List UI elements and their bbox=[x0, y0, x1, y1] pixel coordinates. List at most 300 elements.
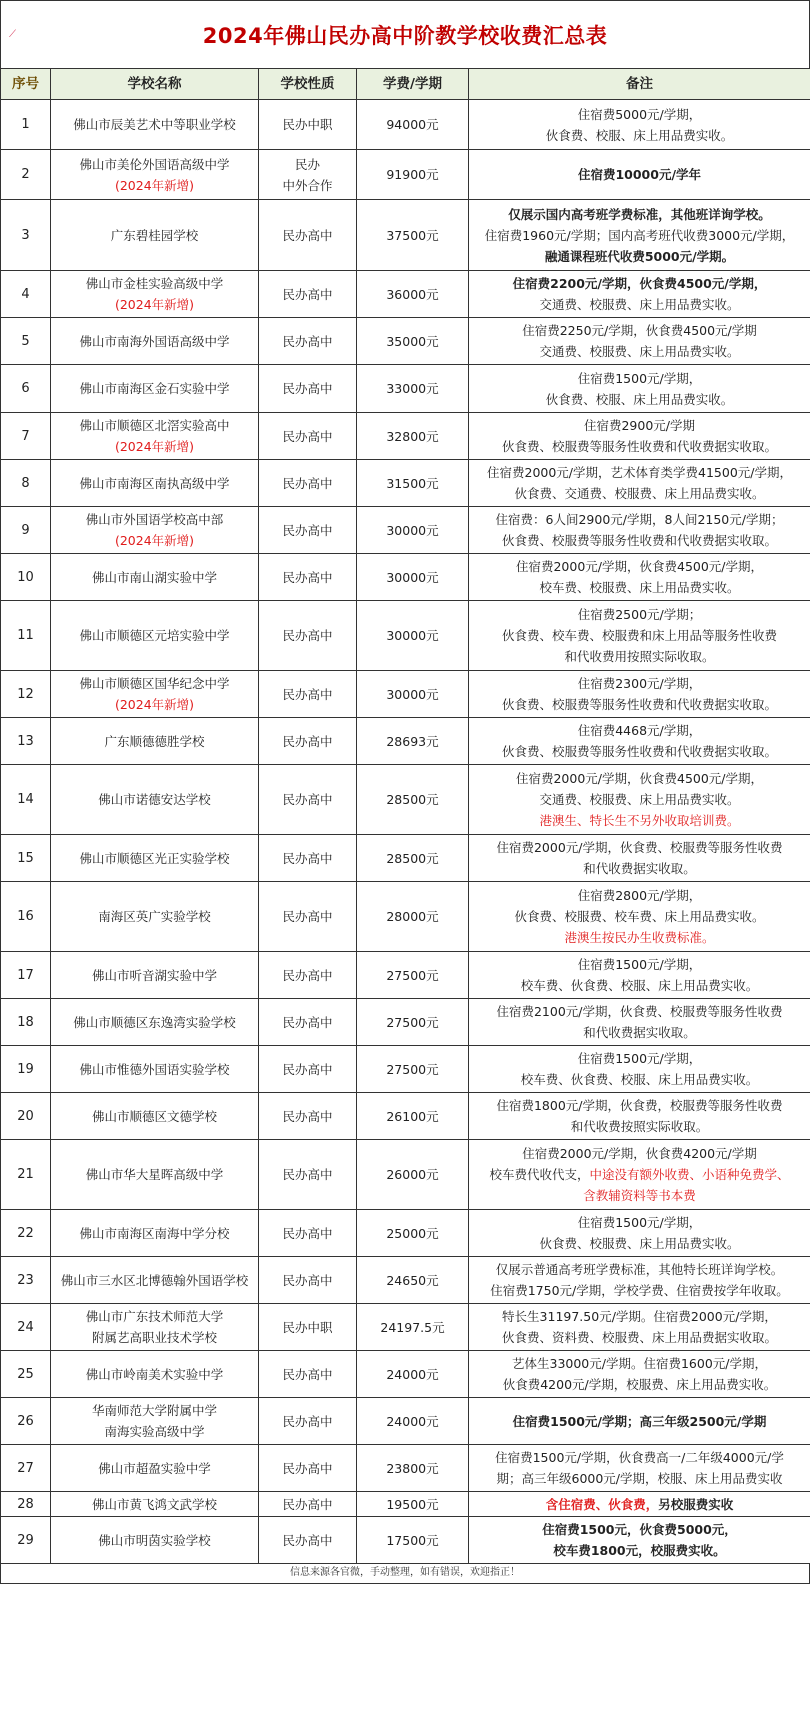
school-name: 佛山市黄飞鸿文武学校 bbox=[91, 1496, 217, 1512]
row-number: 8 bbox=[1, 460, 51, 507]
table-row bbox=[1, 1140, 810, 1210]
school-name-cell bbox=[51, 1257, 259, 1304]
school-type: 中外合作 bbox=[282, 177, 333, 193]
school-name-cell bbox=[51, 413, 259, 460]
school-name: 佛山市顺德区光正实验学校 bbox=[79, 850, 230, 866]
row-number: 22 bbox=[1, 1210, 51, 1257]
tuition-cell: 27500元 bbox=[357, 952, 469, 999]
school-name: 佛山市外国语学校高中部 bbox=[85, 512, 224, 527]
row-number: 11 bbox=[1, 601, 51, 671]
row-number: 24 bbox=[1, 1304, 51, 1351]
table-row bbox=[1, 271, 810, 318]
school-type: 民办高中 bbox=[282, 1225, 333, 1241]
remarks-cell bbox=[469, 1445, 810, 1492]
remark-line: 住宿费2800元/学期， bbox=[577, 888, 702, 903]
tuition-cell: 27500元 bbox=[357, 1046, 469, 1093]
tuition-cell: 24000元 bbox=[357, 1351, 469, 1398]
table-row bbox=[1, 1093, 810, 1140]
school-name-cell bbox=[51, 507, 259, 554]
school-name-cell bbox=[51, 765, 259, 835]
school-name: 南海区英广实验学校 bbox=[98, 909, 211, 924]
table-row bbox=[1, 765, 810, 835]
remark-line: 住宿费2900元/学期 bbox=[583, 418, 696, 433]
tuition-cell: 30000元 bbox=[357, 507, 469, 554]
school-name: 佛山市辰美艺术中等职业学校 bbox=[73, 117, 236, 132]
remark-line: 伙食费4200元/学期，校服费、床上用品费实收。 bbox=[502, 1377, 777, 1392]
remark-line: 特长生31197.50元/学期。住宿费2000元/学期， bbox=[502, 1309, 777, 1324]
remarks-cell bbox=[469, 765, 810, 835]
school-type: 民办高中 bbox=[282, 850, 333, 866]
school-type-cell bbox=[259, 1140, 357, 1210]
school-type-cell bbox=[259, 1351, 357, 1398]
school-type: 民办高中 bbox=[282, 967, 333, 983]
school-name-cell bbox=[51, 150, 259, 200]
school-type-cell bbox=[259, 882, 357, 952]
new-badge: (2024年新增) bbox=[114, 177, 195, 193]
school-name: 佛山市惟德外国语实验学校 bbox=[79, 1061, 230, 1077]
tuition-cell: 26000元 bbox=[357, 1140, 469, 1210]
school-type: 民办高中 bbox=[282, 1532, 333, 1548]
remark-line: 校车费1800元，校服费实收。 bbox=[553, 1543, 726, 1558]
table-row bbox=[1, 554, 810, 601]
school-name: 佛山市超盈实验中学 bbox=[98, 1460, 211, 1476]
school-name-cell bbox=[51, 100, 259, 150]
school-type-cell bbox=[259, 271, 357, 318]
remark-line: 住宿费2000元/学期，伙食费4200元/学期 bbox=[522, 1146, 757, 1161]
school-name: 佛山市顺德区元培实验中学 bbox=[79, 628, 230, 643]
remarks-cell bbox=[469, 413, 810, 460]
remark-line: 交通费、校服费、床上用品费实收。 bbox=[539, 792, 740, 807]
school-type: 民办高中 bbox=[282, 1496, 333, 1512]
row-number: 6 bbox=[1, 365, 51, 413]
school-type-cell bbox=[259, 671, 357, 718]
school-type: 民办高中 bbox=[282, 381, 333, 396]
row-number: 2 bbox=[1, 150, 51, 200]
row-number: 14 bbox=[1, 765, 51, 835]
school-type: 民办高中 bbox=[282, 909, 333, 924]
table-row bbox=[1, 835, 810, 882]
remark-segment: 校车费代收代支， bbox=[489, 1167, 590, 1182]
remark-line: 住宿费：6人间2900元/学期，8人间2150元/学期； bbox=[495, 512, 784, 527]
remarks-cell bbox=[469, 601, 810, 671]
school-name-cell bbox=[51, 1445, 259, 1492]
school-name: 广东碧桂园学校 bbox=[110, 227, 199, 243]
row-number: 4 bbox=[1, 271, 51, 318]
table-row bbox=[1, 200, 810, 271]
school-type-cell bbox=[259, 1257, 357, 1304]
row-number: 23 bbox=[1, 1257, 51, 1304]
remark-line: 住宿费2500元/学期； bbox=[577, 607, 702, 622]
school-type-cell bbox=[259, 835, 357, 882]
remarks-cell bbox=[469, 835, 810, 882]
school-type-cell bbox=[259, 1304, 357, 1351]
school-name-cell bbox=[51, 1492, 259, 1517]
table-row bbox=[1, 671, 810, 718]
school-type: 民办高中 bbox=[282, 686, 333, 702]
tuition-cell: 35000元 bbox=[357, 318, 469, 365]
row-number: 1 bbox=[1, 100, 51, 150]
footer-note: 信息来源各官微，手动整理，如有错误，欢迎指正！ bbox=[0, 1564, 810, 1584]
table-row bbox=[1, 882, 810, 952]
school-name: 佛山市金桂实验高级中学 bbox=[85, 276, 224, 291]
remark-line: 艺体生33000元/学期。住宿费1600元/学期， bbox=[512, 1356, 767, 1371]
remarks-cell bbox=[469, 100, 810, 150]
remark-line: 伙食费、校服费等服务性收费和代收费据实收取。 bbox=[501, 744, 777, 759]
remark-line: 住宿费5000元/学期， bbox=[577, 106, 702, 122]
remark-line: 住宿费1500元/学期；高三年级2500元/学期 bbox=[512, 1413, 767, 1429]
tuition-cell: 24000元 bbox=[357, 1398, 469, 1445]
tuition-cell: 28693元 bbox=[357, 718, 469, 765]
table-row bbox=[1, 460, 810, 507]
school-name: 南海实验高级中学 bbox=[104, 1424, 205, 1439]
remark-line: 校车费、伙食费、校服、床上用品费实收。 bbox=[520, 978, 759, 993]
remarks-cell bbox=[469, 200, 810, 271]
school-name-cell bbox=[51, 460, 259, 507]
school-name-cell bbox=[51, 882, 259, 952]
school-name-cell bbox=[51, 1398, 259, 1445]
school-type-cell bbox=[259, 999, 357, 1046]
remarks-cell bbox=[469, 318, 810, 365]
remark-line: 住宿费1750元/学期，学校学费、住宿费按学年收取。 bbox=[490, 1283, 789, 1298]
remark-line: 和代收费用按照实际收取。 bbox=[564, 649, 715, 664]
remark-line: 住宿费1960元/学期；国内高考班代收费3000元/学期， bbox=[484, 227, 795, 243]
school-name-cell bbox=[51, 1304, 259, 1351]
table-body bbox=[1, 100, 810, 1564]
school-name: 佛山市顺德区东逸湾实验学校 bbox=[73, 1014, 236, 1030]
table-row bbox=[1, 718, 810, 765]
school-type: 民办高中 bbox=[282, 1460, 333, 1476]
remark-line: 住宿费2000元/学期，伙食费4500元/学期， bbox=[515, 559, 764, 574]
school-type-cell bbox=[259, 1517, 357, 1564]
school-type-cell bbox=[259, 150, 357, 200]
school-name: 佛山市顺德区北滘实验高中 bbox=[79, 418, 230, 433]
table-row bbox=[1, 1398, 810, 1445]
school-type: 民办高中 bbox=[282, 1272, 333, 1288]
tuition-cell: 91900元 bbox=[357, 150, 469, 200]
school-type-cell bbox=[259, 413, 357, 460]
remark-line: 住宿费1500元/学期， bbox=[577, 957, 702, 972]
school-type: 民办 bbox=[294, 156, 320, 172]
row-number: 7 bbox=[1, 413, 51, 460]
school-type-cell bbox=[259, 765, 357, 835]
school-type: 民办高中 bbox=[282, 1366, 333, 1382]
remark-line: 伙食费、交通费、校服费、床上用品费实收。 bbox=[514, 486, 765, 501]
remark-line: 住宿费2000元/学期，伙食费、校服费等服务性收费 bbox=[496, 840, 783, 855]
remark-line: 伙食费、校服费等服务性收费和代收费据实收取。 bbox=[501, 533, 777, 548]
remark-line: 仅展示国内高考班学费标准，其他班详询学校。 bbox=[508, 206, 771, 222]
remarks-cell bbox=[469, 671, 810, 718]
school-type-cell bbox=[259, 952, 357, 999]
school-type: 民办高中 bbox=[282, 1061, 333, 1077]
table-row bbox=[1, 1492, 810, 1517]
school-type: 民办高中 bbox=[282, 1413, 333, 1429]
remark-line: 住宿费1500元/学期，伙食费高一/二年级4000元/学 bbox=[495, 1450, 784, 1465]
tuition-cell: 28500元 bbox=[357, 765, 469, 835]
school-type: 民办高中 bbox=[282, 569, 333, 585]
table-row bbox=[1, 1210, 810, 1257]
tuition-cell: 25000元 bbox=[357, 1210, 469, 1257]
remark-segment: 含住宿费、伙食费， bbox=[545, 1496, 659, 1512]
new-badge: (2024年新增) bbox=[114, 297, 195, 312]
row-number: 13 bbox=[1, 718, 51, 765]
remarks-cell bbox=[469, 507, 810, 554]
school-name-cell bbox=[51, 718, 259, 765]
remark-line: 住宿费1500元，伙食费5000元， bbox=[542, 1522, 737, 1537]
table-row bbox=[1, 150, 810, 200]
remark-line: 校车费、伙食费、校服、床上用品费实收。 bbox=[520, 1072, 759, 1087]
school-name-cell bbox=[51, 318, 259, 365]
school-name: 佛山市岭南美术实验中学 bbox=[85, 1366, 224, 1382]
school-name: 佛山市南海外国语高级中学 bbox=[79, 333, 230, 349]
remark-line: 融通课程班代收费5000元/学期。 bbox=[544, 248, 735, 264]
tuition-cell: 17500元 bbox=[357, 1517, 469, 1564]
remark-line: 住宿费2300元/学期， bbox=[577, 676, 702, 691]
remark-line: 住宿费2000元/学期，艺术体育类学费41500元/学期， bbox=[487, 465, 792, 480]
row-number: 26 bbox=[1, 1398, 51, 1445]
remarks-cell bbox=[469, 1492, 810, 1517]
remarks-cell bbox=[469, 1093, 810, 1140]
school-type: 民办高中 bbox=[282, 428, 333, 444]
tuition-cell: 32800元 bbox=[357, 413, 469, 460]
school-name-cell bbox=[51, 1210, 259, 1257]
school-name-cell bbox=[51, 601, 259, 671]
school-type: 民办高中 bbox=[282, 286, 333, 302]
remark-line: 伙食费、校服费等服务性收费和代收费据实收取。 bbox=[501, 697, 777, 712]
school-type: 民办高中 bbox=[282, 628, 333, 643]
row-number: 18 bbox=[1, 999, 51, 1046]
tuition-cell: 23800元 bbox=[357, 1445, 469, 1492]
row-number: 20 bbox=[1, 1093, 51, 1140]
remark-line: 港澳生、特长生不另外收取培训费。 bbox=[539, 813, 740, 828]
school-name: 佛山市南山湖实验中学 bbox=[91, 569, 217, 585]
tuition-cell: 19500元 bbox=[357, 1492, 469, 1517]
tuition-cell: 27500元 bbox=[357, 999, 469, 1046]
school-name: 佛山市南海区南执高级中学 bbox=[79, 475, 230, 491]
remarks-cell bbox=[469, 1304, 810, 1351]
remark-line: 住宿费2200元/学期，伙食费4500元/学期， bbox=[512, 276, 767, 291]
school-name: 佛山市美伦外国语高级中学 bbox=[79, 156, 230, 172]
row-number: 27 bbox=[1, 1445, 51, 1492]
row-number: 19 bbox=[1, 1046, 51, 1093]
tuition-cell: 37500元 bbox=[357, 200, 469, 271]
row-number: 12 bbox=[1, 671, 51, 718]
fee-table bbox=[0, 68, 810, 1564]
school-type-cell bbox=[259, 601, 357, 671]
remark-line: 交通费、校服费、床上用品费实收。 bbox=[539, 297, 740, 312]
remark-line: 期；高三年级6000元/学期，校服、床上用品费实收 bbox=[496, 1471, 783, 1486]
school-type-cell bbox=[259, 507, 357, 554]
row-number: 15 bbox=[1, 835, 51, 882]
remark-segment: 另校服费实收 bbox=[658, 1496, 734, 1512]
header-remarks: 备注 bbox=[469, 69, 810, 100]
table-row bbox=[1, 601, 810, 671]
school-name: 佛山市南海区南海中学分校 bbox=[79, 1225, 230, 1241]
row-number: 28 bbox=[1, 1492, 51, 1517]
remark-line: 交通费、校服费、床上用品费实收。 bbox=[539, 344, 740, 359]
remark-line: 伙食费、校车费、校服费和床上用品等服务性收费 bbox=[501, 628, 777, 643]
remark-line: 港澳生按民办生收费标准。 bbox=[564, 930, 715, 945]
new-badge: (2024年新增) bbox=[114, 439, 195, 454]
table-row bbox=[1, 1257, 810, 1304]
school-type-cell bbox=[259, 1398, 357, 1445]
school-name-cell bbox=[51, 271, 259, 318]
school-name: 佛山市三水区北博德翰外国语学校 bbox=[60, 1272, 249, 1288]
remark-line: 伙食费、校服、床上用品费实收。 bbox=[545, 127, 734, 143]
tuition-cell: 94000元 bbox=[357, 100, 469, 150]
school-type-cell bbox=[259, 200, 357, 271]
tuition-cell: 26100元 bbox=[357, 1093, 469, 1140]
remark-line: 住宿费1500元/学期， bbox=[577, 1215, 702, 1230]
row-number: 16 bbox=[1, 882, 51, 952]
remark-line: 仅展示普通高考班学费标准，其他特长班详询学校。 bbox=[495, 1262, 784, 1277]
row-number: 3 bbox=[1, 200, 51, 271]
remark-line: 住宿费1800元/学期，伙食费，校服费等服务性收费 bbox=[496, 1098, 783, 1113]
remark-line: 住宿费2000元/学期，伙食费4500元/学期， bbox=[515, 771, 764, 786]
school-name-cell bbox=[51, 1517, 259, 1564]
school-type-cell bbox=[259, 1492, 357, 1517]
remarks-cell bbox=[469, 882, 810, 952]
row-number: 17 bbox=[1, 952, 51, 999]
school-name: 附属艺高职业技术学校 bbox=[91, 1330, 217, 1345]
remark-line: 住宿费10000元/学年 bbox=[577, 167, 702, 182]
school-name: 华南师范大学附属中学 bbox=[91, 1403, 217, 1418]
tuition-cell: 28500元 bbox=[357, 835, 469, 882]
remarks-cell bbox=[469, 1398, 810, 1445]
header-tuition: 学费/学期 bbox=[357, 69, 469, 100]
remarks-cell bbox=[469, 460, 810, 507]
header-school-name: 学校名称 bbox=[51, 69, 259, 100]
school-type: 民办高中 bbox=[282, 227, 333, 243]
school-type-cell bbox=[259, 554, 357, 601]
remark-line bbox=[473, 1494, 806, 1515]
school-name-cell bbox=[51, 554, 259, 601]
school-type: 民办高中 bbox=[282, 733, 333, 749]
school-type-cell bbox=[259, 365, 357, 413]
table-row bbox=[1, 1304, 810, 1351]
table-row bbox=[1, 952, 810, 999]
tuition-cell: 24197.5元 bbox=[357, 1304, 469, 1351]
school-name-cell bbox=[51, 952, 259, 999]
table-row bbox=[1, 1351, 810, 1398]
header-school-type: 学校性质 bbox=[259, 69, 357, 100]
row-number: 21 bbox=[1, 1140, 51, 1210]
tuition-cell: 24650元 bbox=[357, 1257, 469, 1304]
new-badge: (2024年新增) bbox=[114, 697, 195, 712]
row-number: 9 bbox=[1, 507, 51, 554]
remarks-cell bbox=[469, 1517, 810, 1564]
school-type: 民办高中 bbox=[282, 1108, 333, 1124]
table-row bbox=[1, 999, 810, 1046]
remarks-cell bbox=[469, 718, 810, 765]
school-type: 民办高中 bbox=[282, 333, 333, 349]
header-no: 序号 bbox=[1, 69, 51, 100]
tuition-cell: 30000元 bbox=[357, 671, 469, 718]
tuition-cell: 36000元 bbox=[357, 271, 469, 318]
remarks-cell bbox=[469, 1351, 810, 1398]
pencil-mark-icon: ⟋ bbox=[9, 29, 16, 40]
page-title: 2024年佛山民办高中阶教学校收费汇总表 bbox=[202, 23, 608, 48]
school-type-cell bbox=[259, 1046, 357, 1093]
remarks-cell bbox=[469, 150, 810, 200]
remark-line: 住宿费4468元/学期， bbox=[577, 723, 702, 738]
table-row bbox=[1, 318, 810, 365]
table-row bbox=[1, 100, 810, 150]
school-name-cell bbox=[51, 999, 259, 1046]
school-type: 民办高中 bbox=[282, 522, 333, 538]
header-row bbox=[1, 69, 810, 100]
remarks-cell bbox=[469, 952, 810, 999]
remarks-cell bbox=[469, 271, 810, 318]
remark-line: 和代收费据实收取。 bbox=[583, 861, 696, 876]
remark-line: 伙食费、校服费、床上用品费实收。 bbox=[539, 1236, 740, 1251]
school-type-cell bbox=[259, 718, 357, 765]
remark-line: 住宿费1500元/学期， bbox=[577, 370, 702, 386]
remark-line: 住宿费1500元/学期， bbox=[577, 1051, 702, 1066]
remarks-cell bbox=[469, 1140, 810, 1210]
remarks-cell bbox=[469, 365, 810, 413]
school-type-cell bbox=[259, 318, 357, 365]
tuition-cell: 31500元 bbox=[357, 460, 469, 507]
school-type-cell bbox=[259, 1093, 357, 1140]
row-number: 5 bbox=[1, 318, 51, 365]
school-name: 佛山市顺德区国华纪念中学 bbox=[79, 676, 230, 691]
school-type: 民办中职 bbox=[282, 117, 333, 132]
remark-line: 伙食费、校服、床上用品费实收。 bbox=[545, 391, 734, 407]
table-row bbox=[1, 365, 810, 413]
school-name-cell bbox=[51, 671, 259, 718]
tuition-cell: 30000元 bbox=[357, 554, 469, 601]
remark-line: 伙食费、资料费、校服费、床上用品费据实收取。 bbox=[501, 1330, 777, 1345]
school-type-cell bbox=[259, 460, 357, 507]
school-name-cell bbox=[51, 200, 259, 271]
school-type: 民办高中 bbox=[282, 1014, 333, 1030]
row-number: 25 bbox=[1, 1351, 51, 1398]
school-name: 佛山市听音湖实验中学 bbox=[91, 967, 217, 983]
remarks-cell bbox=[469, 1257, 810, 1304]
school-type-cell bbox=[259, 1445, 357, 1492]
remark-line bbox=[473, 1164, 806, 1185]
remark-line: 住宿费2250元/学期，伙食费4500元/学期 bbox=[522, 323, 757, 338]
school-name: 广东顺德德胜学校 bbox=[104, 733, 205, 749]
remark-line: 住宿费2100元/学期，伙食费、校服费等服务性收费 bbox=[496, 1004, 783, 1019]
school-name: 佛山市南海区金石实验中学 bbox=[79, 381, 230, 396]
new-badge: (2024年新增) bbox=[114, 533, 195, 548]
table-row bbox=[1, 1517, 810, 1564]
school-name: 佛山市诺德安达学校 bbox=[98, 792, 211, 807]
remarks-cell bbox=[469, 999, 810, 1046]
tuition-cell: 30000元 bbox=[357, 601, 469, 671]
school-type: 民办高中 bbox=[282, 792, 333, 807]
table-row bbox=[1, 413, 810, 460]
school-type-cell bbox=[259, 1210, 357, 1257]
remark-line: 伙食费、校服费等服务性收费和代收费据实收取。 bbox=[501, 439, 777, 454]
title-bar bbox=[0, 0, 810, 68]
remarks-cell bbox=[469, 1210, 810, 1257]
tuition-cell: 28000元 bbox=[357, 882, 469, 952]
school-name-cell bbox=[51, 1351, 259, 1398]
remark-line: 校车费、校服费、床上用品费实收。 bbox=[539, 580, 740, 595]
row-number: 10 bbox=[1, 554, 51, 601]
school-name: 佛山市华大星晖高级中学 bbox=[85, 1167, 224, 1182]
school-type: 民办中职 bbox=[282, 1319, 333, 1335]
remark-segment: 中途没有额外收费、小语种免费学、 bbox=[589, 1167, 790, 1182]
school-name-cell bbox=[51, 1046, 259, 1093]
remarks-cell bbox=[469, 554, 810, 601]
school-type-cell bbox=[259, 100, 357, 150]
table-row bbox=[1, 1046, 810, 1093]
remark-line: 伙食费、校服费、校车费、床上用品费实收。 bbox=[514, 909, 765, 924]
school-type: 民办高中 bbox=[282, 475, 333, 491]
